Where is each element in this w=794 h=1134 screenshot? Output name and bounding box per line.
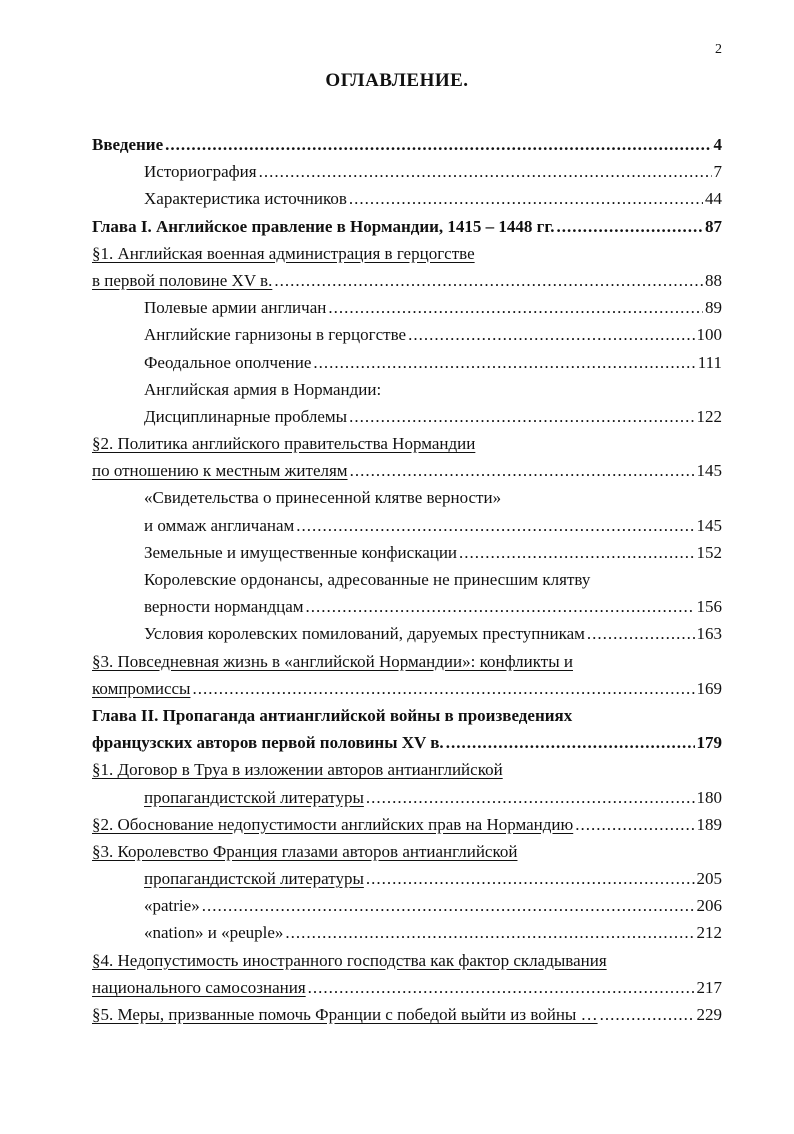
toc-leader-dots bbox=[587, 620, 695, 647]
toc-entry-pardons[interactable] bbox=[92, 620, 722, 647]
toc-entry-introduction[interactable] bbox=[92, 131, 722, 158]
toc-leader-dots bbox=[202, 892, 695, 919]
toc-entry-oath-certificates-line1[interactable] bbox=[92, 484, 722, 511]
toc-entry-page: 122 bbox=[696, 406, 722, 426]
toc-entry-page: 163 bbox=[696, 624, 722, 644]
toc-entry-text: §3. Королевство Франция глазами авторов антианглийской bbox=[92, 841, 518, 861]
toc-entry-text: верности нормандцам bbox=[144, 597, 304, 617]
toc-entry-text: «patrie» bbox=[144, 896, 200, 916]
toc-entry-nation-peuple[interactable] bbox=[92, 919, 722, 946]
toc-entry-page: 156 bbox=[696, 597, 722, 617]
toc-entry-text: Королевские ордонансы, адресованные не принесшим клятву bbox=[144, 570, 591, 589]
toc-entry-page: 44 bbox=[705, 189, 722, 209]
toc-entry-page: 87 bbox=[705, 216, 722, 236]
toc-entry-ch2-section-1-line2[interactable] bbox=[92, 784, 722, 811]
toc-leader-dots bbox=[459, 539, 694, 566]
toc-entry-page: 180 bbox=[696, 787, 722, 807]
toc-entry-page: 212 bbox=[696, 923, 722, 943]
toc-entry-text: и оммаж англичанам bbox=[144, 515, 295, 535]
toc-leader-dots bbox=[349, 185, 703, 212]
toc-leader-dots bbox=[350, 457, 695, 484]
toc-entry-field-armies[interactable] bbox=[92, 294, 722, 321]
toc-leader-dots bbox=[366, 865, 695, 892]
toc-entry-oath-certificates-line2[interactable] bbox=[92, 512, 722, 539]
toc-leader-dots bbox=[446, 729, 695, 756]
toc-entry-page: 229 bbox=[696, 1005, 722, 1024]
toc-entry-ordinances-line1[interactable] bbox=[92, 566, 722, 593]
toc-leader-dots bbox=[575, 811, 694, 838]
toc-entry-page: 152 bbox=[696, 542, 722, 562]
toc-entry-ch1-section-2-line1[interactable] bbox=[92, 430, 722, 457]
toc-entry-ch2-section-5[interactable] bbox=[92, 1001, 722, 1028]
toc-entry-page: 7 bbox=[713, 162, 722, 182]
toc-leader-dots bbox=[328, 294, 703, 321]
toc-title: ОГЛАВЛЕНИЕ. bbox=[325, 70, 469, 91]
toc-leader-dots bbox=[285, 919, 694, 946]
toc-entry-garrisons[interactable] bbox=[92, 321, 722, 348]
toc-leader-dots bbox=[349, 403, 694, 430]
toc-entry-text: Глава II. Пропаганда антианглийской войны в произведениях bbox=[92, 705, 573, 725]
toc-leader-dots bbox=[408, 321, 694, 348]
toc-entry-ch1-section-3-line1[interactable] bbox=[92, 648, 722, 675]
toc-leader-dots bbox=[366, 784, 695, 811]
toc-leader-dots bbox=[259, 158, 712, 185]
toc-entry-ch1-section-2-line2[interactable] bbox=[92, 457, 722, 484]
toc-entry-page: 89 bbox=[705, 298, 722, 318]
toc-leader-dots bbox=[313, 349, 695, 376]
toc-leader-dots bbox=[274, 267, 703, 294]
toc-entry-ordinances-line2[interactable] bbox=[92, 593, 722, 620]
toc-entry-text: Английская армия в Нормандии: bbox=[144, 379, 382, 399]
toc-entry-confiscations[interactable] bbox=[92, 539, 722, 566]
toc-entry-ch1-section-1-line1[interactable] bbox=[92, 240, 722, 267]
toc-leader-dots bbox=[165, 131, 711, 158]
toc-leader-dots bbox=[308, 974, 695, 1001]
toc-entry-ch2-section-1-line1[interactable] bbox=[92, 756, 722, 783]
toc-entry-text: Характеристика источников bbox=[144, 189, 347, 209]
toc-entry-page: 100 bbox=[696, 325, 722, 345]
toc-entry-page: 88 bbox=[705, 270, 722, 290]
toc-entry-chapter-1[interactable] bbox=[92, 213, 722, 240]
toc-entry-ch1-section-3-line2[interactable] bbox=[92, 675, 722, 702]
toc-entry-text: Феодальное ополчение bbox=[144, 352, 312, 372]
toc-entry-text: компромиссы bbox=[92, 678, 191, 698]
toc-entry-text: §1. Договор в Труа в изложении авторов антианглийской bbox=[92, 760, 503, 780]
toc-entry-ch1-section-1-line2[interactable] bbox=[92, 267, 722, 294]
toc-entry-patrie[interactable] bbox=[92, 892, 722, 919]
toc-entry-english-army-line2[interactable] bbox=[92, 403, 722, 430]
toc-entry-ch2-section-4-line1[interactable] bbox=[92, 947, 722, 974]
toc-entry-ch2-section-3-line1[interactable] bbox=[92, 838, 722, 865]
toc-entry-page: 111 bbox=[697, 352, 722, 372]
toc-entry-text: пропагандистской литературы bbox=[144, 787, 364, 807]
toc-entry-page: 206 bbox=[696, 896, 722, 916]
toc-leader-dots bbox=[296, 512, 694, 539]
toc-entry-text: Полевые армии англичан bbox=[144, 298, 327, 318]
toc-entry-text: §5. Меры, призванные помочь Франции с победой выйти из войны … bbox=[92, 1005, 598, 1024]
toc-entry-text: §2. Обоснование недопустимости английских прав на Нормандию bbox=[92, 814, 574, 834]
toc-entry-historiography[interactable] bbox=[92, 158, 722, 185]
toc-entry-page: 217 bbox=[696, 977, 722, 997]
toc-entry-text: пропагандистской литературы bbox=[144, 869, 364, 889]
toc-entry-english-army-line1[interactable] bbox=[92, 376, 722, 403]
toc-entry-text: в первой половине XV в. bbox=[92, 270, 273, 290]
toc-entry-text: Земельные и имущественные конфискации bbox=[144, 542, 458, 562]
toc-entry-text: Введение bbox=[92, 135, 164, 154]
table-of-contents bbox=[92, 131, 722, 1028]
toc-entry-page: 4 bbox=[713, 135, 722, 154]
toc-entry-text: Английские гарнизоны в герцогстве bbox=[144, 325, 407, 345]
toc-leader-dots bbox=[192, 675, 694, 702]
toc-entry-text: §4. Недопустимость иностранного господства как фактор складывания bbox=[92, 950, 607, 970]
toc-entry-text: национального самосознания bbox=[92, 977, 306, 997]
toc-entry-page: 145 bbox=[696, 515, 722, 535]
toc-entry-ch2-section-3-line2[interactable] bbox=[92, 865, 722, 892]
toc-entry-text: по отношению к местным жителям bbox=[92, 461, 348, 481]
toc-entry-text: «Свидетельства о принесенной клятве верности» bbox=[144, 488, 502, 508]
toc-entry-page: 205 bbox=[696, 869, 722, 889]
toc-entry-text: Условия королевских помилований, даруемых преступникам bbox=[144, 624, 585, 644]
toc-entry-chapter-2-line1[interactable] bbox=[92, 702, 722, 729]
toc-entry-page: 145 bbox=[696, 461, 722, 481]
toc-entry-text: §3. Повседневная жизнь в «английской Нормандии»: конфликты и bbox=[92, 651, 573, 671]
toc-entry-text: Историография bbox=[144, 162, 257, 182]
toc-entry-text: §1. Английская военная администрация в герцогстве bbox=[92, 243, 475, 263]
toc-leader-dots bbox=[306, 593, 695, 620]
page-number: 2 bbox=[715, 42, 722, 57]
toc-entry-text: §2. Политика английского правительства Нормандии bbox=[92, 434, 476, 454]
toc-entry-sources[interactable] bbox=[92, 185, 722, 212]
toc-entry-ch2-section-2[interactable] bbox=[92, 811, 722, 838]
toc-leader-dots bbox=[600, 1001, 695, 1028]
toc-leader-dots bbox=[556, 213, 703, 240]
toc-entry-page: 169 bbox=[696, 678, 722, 698]
toc-entry-text: французских авторов первой половины XV в. bbox=[92, 733, 444, 753]
toc-entry-chapter-2-line2[interactable] bbox=[92, 729, 722, 756]
toc-entry-ch2-section-4-line2[interactable] bbox=[92, 974, 722, 1001]
toc-entry-text: Глава I. Английское правление в Нормандии, 1415 – 1448 гг. bbox=[92, 216, 555, 236]
toc-entry-page: 189 bbox=[696, 814, 722, 834]
toc-entry-text: «nation» и «peuple» bbox=[144, 923, 284, 943]
toc-entry-feudal-levy[interactable] bbox=[92, 349, 722, 376]
toc-entry-page: 179 bbox=[696, 733, 722, 753]
toc-entry-text: Дисциплинарные проблемы bbox=[144, 406, 348, 426]
